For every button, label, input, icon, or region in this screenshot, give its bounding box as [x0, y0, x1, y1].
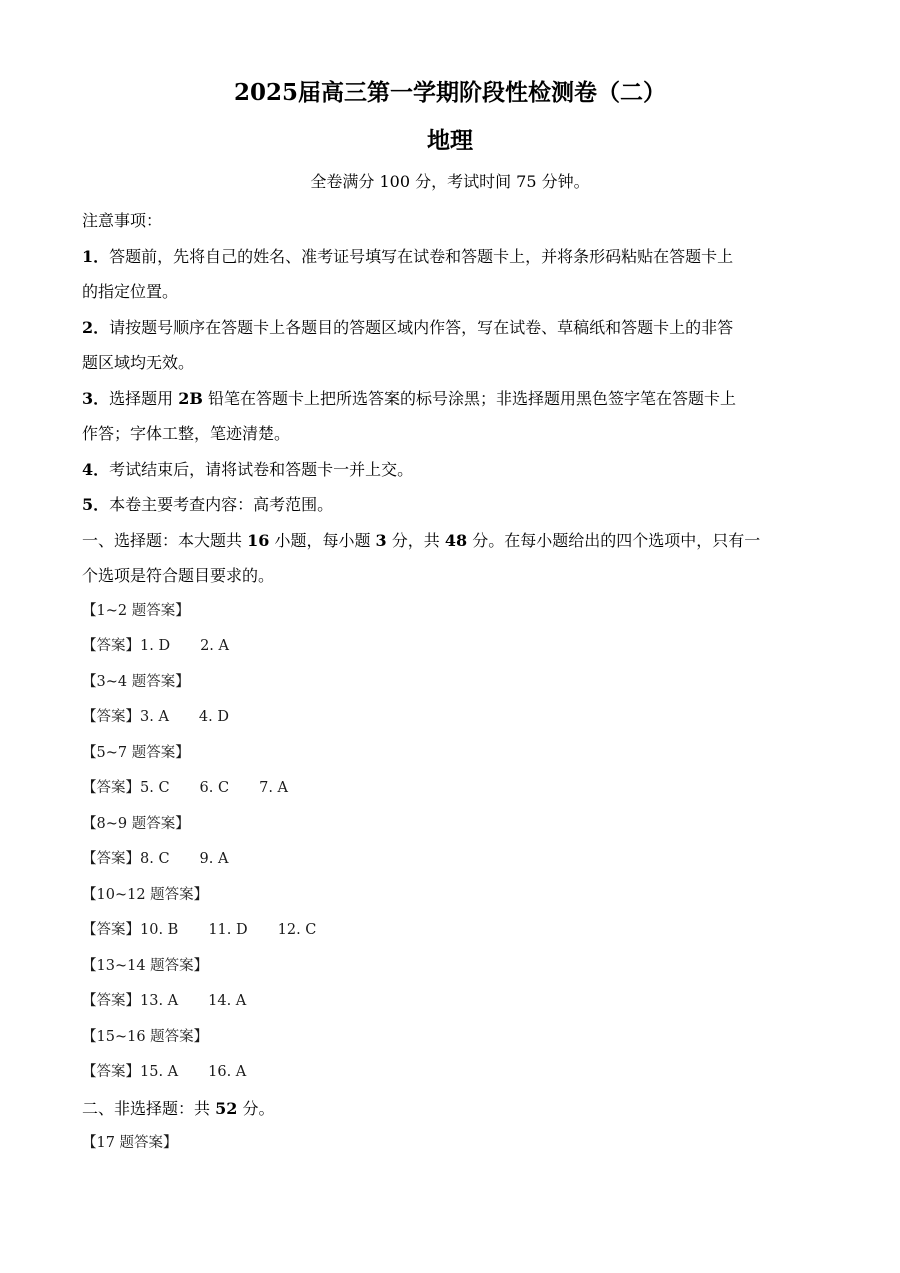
notice-item-5	[82, 487, 822, 523]
notice-item-2	[82, 310, 822, 346]
notice-text: 铅笔在答题卡上把所选答案的标号涂黑；非选择题用黑色签字笔在答题卡上	[202, 388, 736, 408]
answer-item: 14. A	[208, 993, 247, 1009]
notice-number: 4．	[82, 459, 110, 479]
answer-item: 3. A	[140, 709, 169, 725]
answer-line	[82, 913, 822, 949]
answer-range: 【1~2 题答案】	[82, 602, 190, 619]
section-1-heading	[82, 523, 822, 559]
answer-item: 5. C	[140, 780, 170, 796]
notice-number: 1．	[82, 246, 110, 266]
notice-number: 5．	[82, 495, 110, 514]
answer-line	[82, 700, 822, 736]
answer-range: 【5~7 题答案】	[82, 744, 190, 761]
answer-label: 【答案】	[82, 851, 140, 867]
notice-number: 3．	[82, 388, 110, 408]
document-body	[82, 203, 822, 1162]
answer-label: 【答案】	[82, 1064, 140, 1080]
answer-line	[82, 771, 822, 807]
answer-item: 16. A	[208, 1064, 247, 1080]
answer-item: 7. A	[259, 780, 289, 796]
answer-label: 【答案】	[82, 709, 140, 725]
answer-item: 2. A	[200, 638, 229, 654]
notice-text: 请按题号顺序在答题卡上各题目的答题区域内作答，写在试卷、草稿纸和答题卡上的非答	[109, 317, 734, 337]
answer-item: 13. A	[140, 993, 179, 1009]
answer-range: 【13~14 题答案】	[82, 957, 209, 974]
points-per-question: 3	[375, 530, 387, 550]
section-text: 分。	[237, 1098, 275, 1118]
subject-title: 地理	[427, 127, 473, 154]
answer-range: 【3~4 题答案】	[82, 673, 190, 690]
section-text: 分，共	[386, 530, 445, 550]
notice-item-4	[82, 452, 822, 488]
answer-item: 15. A	[140, 1064, 179, 1080]
notice-text: 答题前，先将自己的姓名、准考证号填写在试卷和答题卡上，并将条形码粘贴在答题卡上	[109, 246, 734, 266]
answer-item: 4. D	[198, 709, 229, 725]
notice-item-1-cont: 的指定位置。	[82, 282, 179, 301]
answer-item: 1. D	[140, 638, 171, 654]
answer-line	[82, 984, 822, 1020]
notice-number: 2．	[82, 317, 110, 337]
answer-label: 【答案】	[82, 993, 140, 1009]
answer-line	[82, 1055, 822, 1091]
section-2-heading	[82, 1091, 822, 1127]
notice-item-2-cont: 题区域均无效。	[82, 353, 195, 372]
answer-range: 【8~9 题答案】	[82, 815, 190, 832]
pencil-type: 2B	[178, 388, 203, 408]
document-title: 2025届高三第一学期阶段性检测卷（二）	[233, 79, 666, 106]
notice-item-3-cont: 作答；字体工整，笔迹清楚。	[82, 424, 291, 443]
answer-item: 9. A	[199, 851, 229, 867]
answer-label: 【答案】	[82, 638, 140, 654]
answer-label: 【答案】	[82, 780, 140, 796]
answer-label: 【答案】	[82, 922, 140, 938]
notice-text: 考试结束后，请将试卷和答题卡一并上交。	[109, 459, 414, 479]
answer-item: 6. C	[199, 780, 230, 796]
answer-range: 【17 题答案】	[82, 1135, 178, 1151]
answer-line	[82, 629, 822, 665]
notice-text: 选择题用	[109, 388, 179, 408]
score-time-line: 全卷满分 100 分，考试时间 75 分钟。	[310, 172, 590, 191]
notice-text: 本卷主要考查内容：高考范围。	[109, 495, 334, 514]
answer-range: 【10~12 题答案】	[82, 886, 209, 903]
section-text: 一、选择题：本大题共	[82, 530, 248, 550]
answer-item: 10. B	[140, 922, 179, 938]
question-count: 16	[247, 530, 270, 550]
notice-item-3	[82, 381, 822, 417]
section-1-heading-cont: 个选项是符合题目要求的。	[82, 566, 275, 585]
section-text: 二、非选择题：共	[82, 1098, 216, 1118]
section-text: 分。在每小题给出的四个选项中，只有一	[467, 530, 761, 550]
section-text: 小题，每小题	[269, 530, 376, 550]
answer-item: 11. D	[208, 922, 248, 938]
answer-range: 【15~16 题答案】	[82, 1028, 209, 1045]
section-total-points: 52	[215, 1098, 238, 1118]
section-total-points: 48	[444, 530, 468, 550]
notice-heading: 注意事项：	[82, 211, 163, 230]
answer-item: 12. C	[277, 922, 317, 938]
answer-item: 8. C	[140, 851, 170, 867]
answer-line	[82, 842, 822, 878]
notice-item-1	[82, 239, 822, 275]
